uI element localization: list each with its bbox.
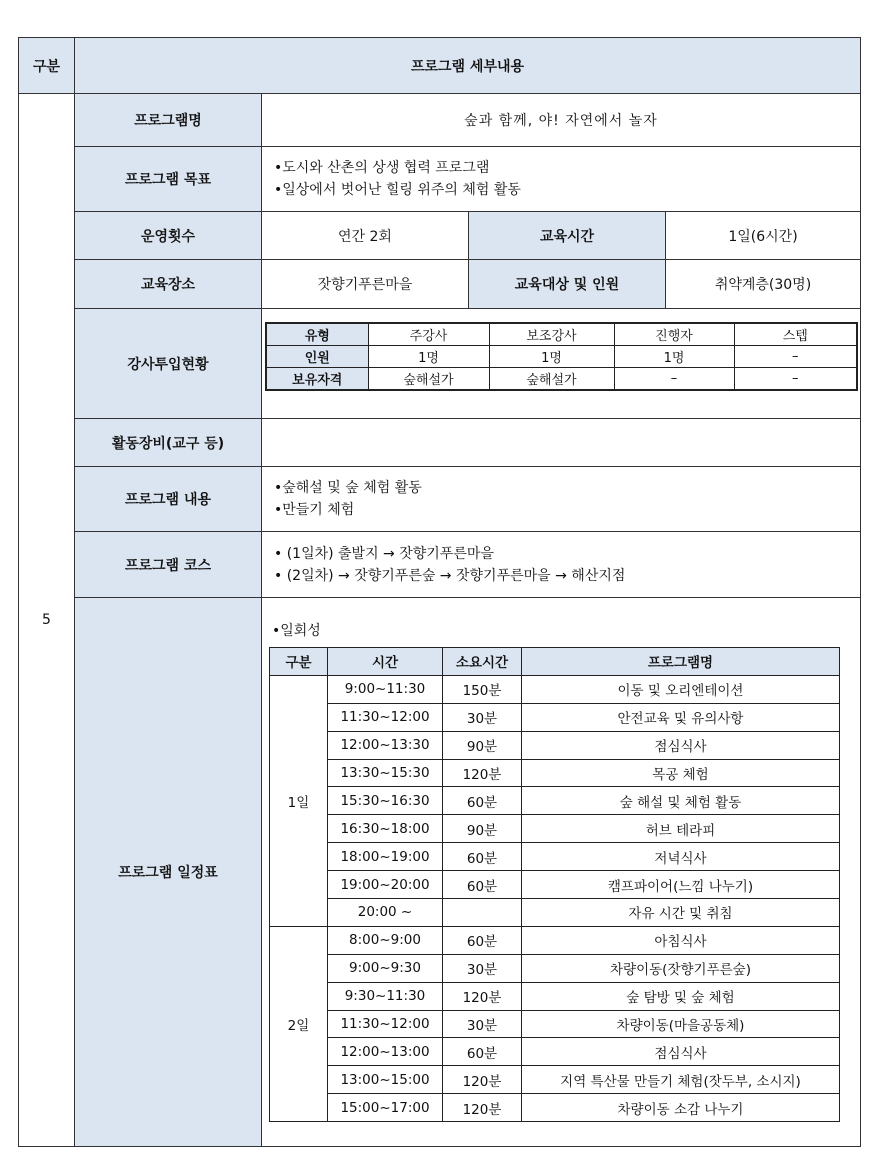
instructor-count-row	[266, 346, 857, 368]
instructors-cell	[261, 308, 861, 419]
course-value	[261, 531, 861, 598]
schedule-duration: 60분	[443, 1038, 522, 1066]
schedule-row	[270, 871, 840, 899]
schedule-program: 차량이동 소감 나누기	[522, 1094, 840, 1122]
schedule-time: 13:30~15:30	[328, 759, 443, 787]
instructor-table	[265, 322, 858, 391]
schedule-time: 12:00~13:30	[328, 731, 443, 759]
content-label: 프로그램 내용	[74, 466, 262, 532]
schedule-row	[270, 1066, 840, 1094]
schedule-time: 9:00~11:30	[328, 675, 443, 703]
schedule-row	[270, 954, 840, 982]
course-item: • (2일차) → 잣향기푸른숲 → 잣향기푸른마을 → 해산지점	[274, 567, 626, 584]
schedule-program: 지역 특산물 만들기 체험(잣두부, 소시지)	[522, 1066, 840, 1094]
instructor-header-row	[266, 323, 857, 346]
schedule-duration	[443, 899, 522, 927]
schedule-duration: 30분	[443, 1010, 522, 1038]
schedule-program: 아침식사	[522, 926, 840, 954]
header-detail: 프로그램 세부내용	[74, 37, 861, 94]
schedule-duration: 90분	[443, 815, 522, 843]
schedule-row	[270, 899, 840, 927]
schedule-program: 자유 시간 및 취침	[522, 899, 840, 927]
schedule-header-duration: 소요시간	[443, 648, 522, 676]
schedule-duration: 120분	[443, 982, 522, 1010]
schedule-header-day: 구분	[270, 648, 328, 676]
schedule-duration: 120분	[443, 759, 522, 787]
instructor-cell: 1명	[489, 346, 614, 368]
schedule-day-cell: 2일	[270, 926, 328, 1121]
location-value: 잣향기푸른마을	[261, 259, 469, 309]
schedule-program: 숲 해설 및 체험 활동	[522, 787, 840, 815]
schedule-cell	[261, 597, 861, 1147]
program-name-value: 숲과 함께, 야! 자연에서 놀자	[261, 93, 861, 147]
content-item: •숲해설 및 숲 체험 활동	[274, 480, 422, 496]
schedule-row	[270, 787, 840, 815]
schedule-duration: 60분	[443, 926, 522, 954]
target-label: 교육대상 및 인원	[468, 259, 666, 309]
instructor-row-label: 인원	[266, 346, 368, 368]
schedule-time: 8:00~9:00	[328, 926, 443, 954]
schedule-row	[270, 815, 840, 843]
goal-item: •일상에서 벗어난 힐링 위주의 체험 활동	[274, 182, 521, 198]
schedule-time: 16:30~18:00	[328, 815, 443, 843]
schedule-program: 안전교육 및 유의사항	[522, 703, 840, 731]
schedule-duration: 30분	[443, 703, 522, 731]
schedule-time: 15:00~17:00	[328, 1094, 443, 1122]
instructor-header-facilitator: 진행자	[614, 323, 734, 346]
schedule-time: 18:00~19:00	[328, 843, 443, 871]
schedule-row	[270, 982, 840, 1010]
schedule-row	[270, 731, 840, 759]
program-name-label: 프로그램명	[74, 93, 262, 147]
schedule-header-time: 시간	[328, 648, 443, 676]
program-goal-value	[261, 146, 861, 212]
schedule-program: 점심식사	[522, 1038, 840, 1066]
schedule-time: 19:00~20:00	[328, 871, 443, 899]
schedule-day-cell: 1일	[270, 675, 328, 926]
schedule-time: 20:00 ~	[328, 899, 443, 927]
equipment-label: 활동장비(교구 등)	[74, 418, 262, 467]
education-hours-value: 1일(6시간)	[665, 211, 861, 260]
schedule-duration: 60분	[443, 843, 522, 871]
row-number-cell: 5	[18, 93, 75, 1147]
schedule-program: 캠프파이어(느낌 나누기)	[522, 871, 840, 899]
location-label: 교육장소	[74, 259, 262, 309]
schedule-header-program: 프로그램명	[522, 648, 840, 676]
instructor-cell: 숲해설가	[489, 368, 614, 391]
equipment-value	[261, 418, 861, 467]
instructor-header-main: 주강사	[368, 323, 489, 346]
schedule-duration: 60분	[443, 787, 522, 815]
schedule-header-row	[270, 648, 840, 676]
instructor-cell: 1명	[368, 346, 489, 368]
schedule-duration: 90분	[443, 731, 522, 759]
schedule-row	[270, 1038, 840, 1066]
course-item: • (1일차) 출발지 → 잣향기푸른마을	[274, 545, 494, 562]
schedule-row	[270, 1094, 840, 1122]
target-value: 취약계층(30명)	[665, 259, 861, 309]
schedule-duration: 120분	[443, 1066, 522, 1094]
instructor-cell: –	[734, 346, 857, 368]
content-value	[261, 466, 861, 532]
instructor-cell: 숲해설가	[368, 368, 489, 391]
schedule-time: 11:30~12:00	[328, 703, 443, 731]
schedule-program: 차량이동(잣향기푸른숲)	[522, 954, 840, 982]
schedule-time: 15:30~16:30	[328, 787, 443, 815]
course-label: 프로그램 코스	[74, 531, 262, 598]
schedule-label: 프로그램 일정표	[74, 597, 262, 1147]
schedule-duration: 150분	[443, 675, 522, 703]
instructor-qualification-row	[266, 368, 857, 391]
schedule-row	[270, 843, 840, 871]
schedule-program: 이동 및 오리엔테이션	[522, 675, 840, 703]
schedule-row	[270, 1010, 840, 1038]
schedule-row	[270, 675, 840, 703]
schedule-time: 12:00~13:00	[328, 1038, 443, 1066]
schedule-duration: 60분	[443, 871, 522, 899]
schedule-note: •일회성	[272, 623, 321, 639]
schedule-row	[270, 703, 840, 731]
instructor-header-assistant: 보조강사	[489, 323, 614, 346]
content-item: •만들기 체험	[274, 502, 355, 518]
instructors-label: 강사투입현황	[74, 308, 262, 419]
instructor-cell: –	[734, 368, 857, 391]
schedule-program: 허브 테라피	[522, 815, 840, 843]
instructor-cell: –	[614, 368, 734, 391]
schedule-program: 목공 체험	[522, 759, 840, 787]
operation-count-value: 연간 2회	[261, 211, 469, 260]
schedule-row	[270, 759, 840, 787]
schedule-table	[269, 647, 840, 1122]
schedule-time: 9:30~11:30	[328, 982, 443, 1010]
schedule-program: 차량이동(마을공동체)	[522, 1010, 840, 1038]
instructor-header-type: 유형	[266, 323, 368, 346]
schedule-time: 9:00~9:30	[328, 954, 443, 982]
program-goal-label: 프로그램 목표	[74, 146, 262, 212]
instructor-cell: 1명	[614, 346, 734, 368]
goal-item: •도시와 산촌의 상생 협력 프로그램	[274, 160, 490, 176]
schedule-duration: 120분	[443, 1094, 522, 1122]
schedule-program: 저녁식사	[522, 843, 840, 871]
instructor-header-staff: 스텝	[734, 323, 857, 346]
schedule-time: 13:00~15:00	[328, 1066, 443, 1094]
schedule-program: 숲 탐방 및 숲 체험	[522, 982, 840, 1010]
schedule-duration: 30분	[443, 954, 522, 982]
schedule-program: 점심식사	[522, 731, 840, 759]
education-hours-label: 교육시간	[468, 211, 666, 260]
schedule-row	[270, 926, 840, 954]
schedule-time: 11:30~12:00	[328, 1010, 443, 1038]
operation-count-label: 운영횟수	[74, 211, 262, 260]
instructor-row-label: 보유자격	[266, 368, 368, 391]
header-category: 구분	[18, 37, 75, 94]
